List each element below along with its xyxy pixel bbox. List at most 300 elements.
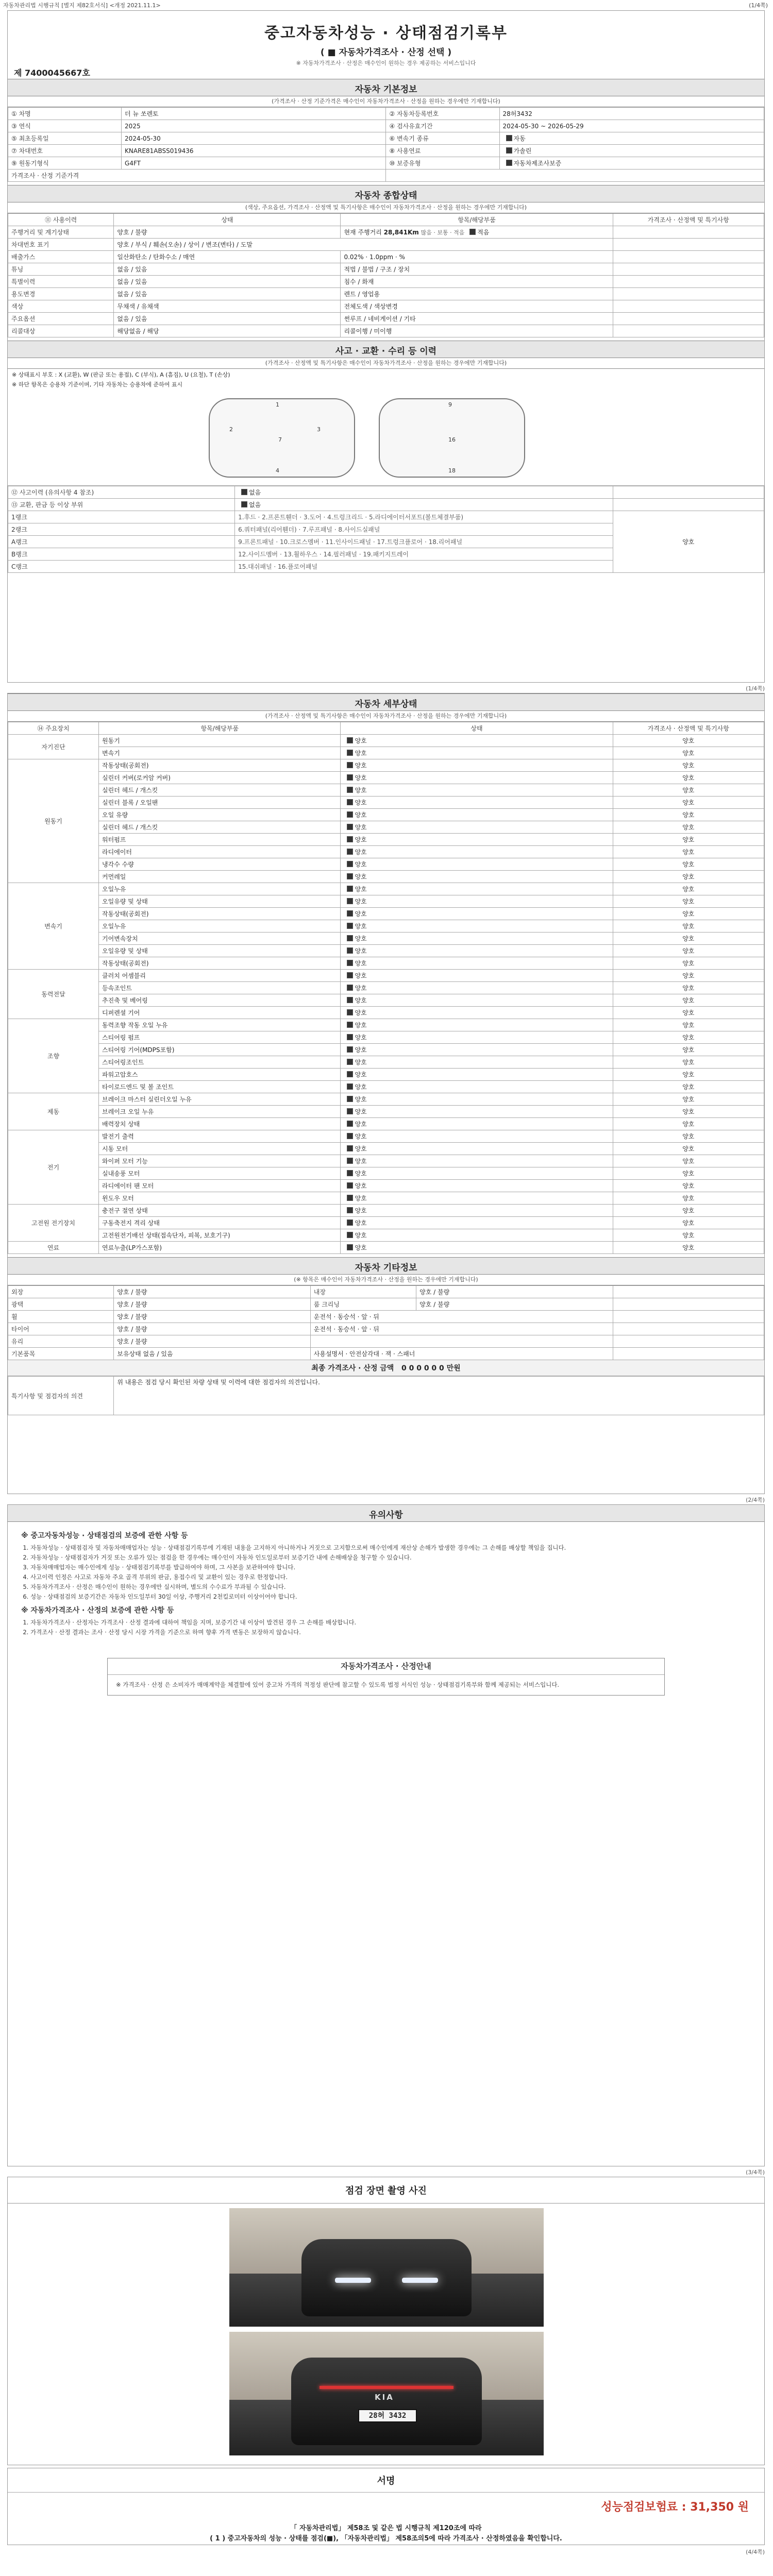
table-row	[8, 784, 764, 796]
mileage-label: 현재 주행거리	[344, 229, 382, 236]
device-status	[341, 1180, 613, 1192]
checkbox-icon	[469, 229, 476, 235]
frame-rank: 2랭크	[8, 523, 235, 536]
device-result: 양호	[613, 933, 764, 945]
device-status	[341, 1069, 613, 1081]
basic-value: 2025	[122, 120, 386, 132]
status-text: 양호	[355, 1170, 367, 1177]
status-text: 양호	[355, 898, 367, 905]
table-row	[8, 325, 764, 337]
device-status	[341, 945, 613, 957]
table-row	[8, 982, 764, 994]
row-status: 없음 / 있음	[114, 276, 341, 288]
basic-label: 가격조사 · 산정 기준가격	[8, 170, 386, 182]
status-text: 양호	[355, 774, 367, 782]
column-header: 상태	[341, 722, 613, 735]
other-result	[613, 1323, 764, 1335]
device-status	[341, 1130, 613, 1143]
frame-parts: 9.프론트패널 · 10.크로스멤버 · 11.인사이드패널 · 17.트렁크플로어 · 18.리어패널	[235, 536, 613, 548]
status-text: 양호	[355, 836, 367, 843]
device-item: 고전원전기배선 상태(접속단자, 피복, 보호기구)	[99, 1229, 341, 1242]
other-status: 양호 / 불량	[114, 1286, 310, 1298]
row-status: 없음 / 있음	[114, 288, 341, 300]
status-text: 양호	[355, 873, 367, 880]
checkbox-icon	[347, 1121, 353, 1127]
row-detail: 0.02% · 1.0ppm · %	[341, 251, 613, 263]
table-row	[8, 1348, 764, 1360]
table-row	[8, 276, 764, 288]
table-row	[8, 1081, 764, 1093]
device-result: 양호	[613, 1056, 764, 1069]
checkbox-icon	[347, 923, 353, 929]
device-status	[341, 1155, 613, 1167]
table-row	[8, 108, 764, 120]
table-row	[8, 1093, 764, 1106]
device-result: 양호	[613, 895, 764, 908]
device-group: 자기진단	[8, 735, 99, 759]
device-result: 양호	[613, 1044, 764, 1056]
status-text: 양호	[355, 1046, 367, 1054]
device-item: 오일유량 및 상태	[99, 945, 341, 957]
table-row	[8, 796, 764, 809]
panel-number: 4	[276, 467, 279, 474]
device-item: 실린더 블록 / 오일팬	[99, 796, 341, 809]
basic-value: 2024-05-30 ~ 2026-05-29	[499, 120, 764, 132]
table-row	[8, 1298, 764, 1311]
row-status: 없음 / 있음	[114, 313, 341, 325]
panel-number: 1	[276, 401, 279, 408]
device-group: 조향	[8, 1019, 99, 1093]
table-row	[8, 933, 764, 945]
row-result	[613, 251, 764, 263]
section-other-note: (※ 항목은 매수인이 자동차가격조사 · 산정을 원하는 경우에만 기재합니다)	[8, 1275, 764, 1285]
status-text: 양호	[355, 737, 367, 744]
column-header: 항목/해당부품	[99, 722, 341, 735]
special-label: 특기사항 및 점검자의 의견	[8, 1377, 114, 1415]
device-item: 스티어링 기어(MDPS포함)	[99, 1044, 341, 1056]
checkbox-icon	[347, 1244, 353, 1250]
table-row	[8, 1180, 764, 1192]
other-label: 룸 크리닝	[310, 1298, 416, 1311]
other-label: 기본품목	[8, 1348, 114, 1360]
checkbox-icon	[347, 1145, 353, 1151]
table-row	[8, 157, 764, 170]
table-row	[8, 1377, 764, 1415]
table-row	[8, 486, 764, 499]
tail-light	[320, 2386, 453, 2389]
section-detail-title: 자동차 세부상태	[8, 693, 764, 711]
special-opinion: 위 내용은 점검 당시 확인된 차량 상태 및 이력에 대한 점검자의 의견입니다.	[114, 1377, 764, 1415]
device-status	[341, 1106, 613, 1118]
column-header: ⑭ 주요장치	[8, 722, 99, 735]
device-status	[341, 895, 613, 908]
table-row	[8, 871, 764, 883]
device-result: 양호	[613, 945, 764, 957]
row-result	[613, 226, 764, 239]
status-text: 양호	[355, 1232, 367, 1239]
row-result	[613, 263, 764, 276]
other-result	[613, 1348, 764, 1360]
status-text: 양호	[355, 1022, 367, 1029]
list-item: 4. 사고이력 인정은 사고로 자동차 주요 골격 부위의 판금, 용접수리 및 교환이 있는 경우로 한정합니다.	[30, 1572, 751, 1582]
row-label: 용도변경	[8, 288, 114, 300]
page-number: (1/4쪽)	[746, 685, 765, 692]
device-result: 양호	[613, 1180, 764, 1192]
row-status: 해당없음 / 해당	[114, 325, 341, 337]
list-item: 1. 자동차성능 · 상태점검자 및 자동차매매업자는 성능 · 상태점검기록부에 기재된 내용을 고지하지 아니하거나 거짓으로 고지함으로써 매수인에게 재산상 손해가 발생한 경우에는 그 손해를 배상할 책임을 집니다.	[30, 1543, 751, 1553]
device-item: 스티어링조인트	[99, 1056, 341, 1069]
device-group: 연료	[8, 1242, 99, 1254]
table-row	[8, 1229, 764, 1242]
table-row	[8, 1056, 764, 1069]
table-row	[8, 132, 764, 145]
table-row	[8, 858, 764, 871]
section-detail-note: (가격조사 · 산정액 및 특기사항은 매수인이 자동차가격조사 · 산정을 원하는 경우에만 기재합니다)	[8, 711, 764, 722]
section-general-note: (색상, 주요옵션, 가격조사 · 산정액 및 특기사항은 매수인이 자동차가격조사 · 산정을 원하는 경우에만 기재합니다)	[8, 202, 764, 213]
row-label: 튜닝	[8, 263, 114, 276]
checkbox-icon	[347, 824, 353, 830]
device-item: 디퍼렌셜 기어	[99, 1007, 341, 1019]
device-item: 오일유량 및 상태	[99, 895, 341, 908]
panel-number: 16	[448, 436, 456, 443]
checkbox-icon	[347, 750, 353, 756]
basic-label: ⑦ 차대번호	[8, 145, 122, 157]
checkbox-icon	[347, 762, 353, 768]
checkbox-icon	[347, 910, 353, 917]
table-row	[8, 809, 764, 821]
status-text: 양호	[355, 923, 367, 930]
status-text: 양호	[355, 1096, 367, 1103]
column-header: ⑪ 사용이력	[8, 214, 114, 226]
device-result: 양호	[613, 747, 764, 759]
mileage-value: 28,841Km	[383, 229, 419, 236]
device-group: 변속기	[8, 883, 99, 970]
table-row	[8, 957, 764, 970]
device-status	[341, 1242, 613, 1254]
checkbox-icon	[347, 1009, 353, 1015]
device-result: 양호	[613, 809, 764, 821]
table-row	[8, 1019, 764, 1031]
checkbox-icon	[347, 1022, 353, 1028]
status-text: 양호	[355, 1108, 367, 1115]
basic-label: ⑩ 보증유형	[386, 157, 499, 170]
device-group: 제동	[8, 1093, 99, 1130]
row-result	[613, 325, 764, 337]
basic-label: ④ 검사유효기간	[386, 120, 499, 132]
device-result: 양호	[613, 1081, 764, 1093]
rear-photo	[229, 2332, 544, 2455]
list-item: 6. 성능 · 상태점검의 보증기간은 자동차 인도일부터 30일 이상, 주행거리 2천킬로미터 이상이어야 합니다.	[30, 1592, 751, 1602]
table-row	[8, 226, 764, 239]
basic-label: ⑥ 변속기 종류	[386, 132, 499, 145]
checkbox-icon	[347, 1195, 353, 1201]
table-row	[8, 251, 764, 263]
table-row	[8, 499, 764, 511]
device-item: 등속조인트	[99, 982, 341, 994]
device-result: 양호	[613, 858, 764, 871]
basic-label: ① 차명	[8, 108, 122, 120]
other-label: 내장	[310, 1286, 416, 1298]
table-row	[8, 908, 764, 920]
checkbox-icon	[347, 873, 353, 879]
form-reference: 자동차관리법 시행규칙 [별지 제82호서식] <개정 2021.11.1>	[3, 2, 161, 9]
device-item: 발전기 출력	[99, 1130, 341, 1143]
basic-value	[499, 132, 764, 145]
status-text: 양호	[355, 1133, 367, 1140]
table-row	[8, 1192, 764, 1205]
table-row	[8, 120, 764, 132]
device-status	[341, 1217, 613, 1229]
device-status	[341, 982, 613, 994]
total-label: 최종 가격조사 · 산정 금액	[311, 1364, 394, 1372]
device-result: 양호	[613, 1242, 764, 1254]
other-label: 휠	[8, 1311, 114, 1323]
device-status	[341, 994, 613, 1007]
status-text: 양호	[355, 1182, 367, 1190]
status-text: 양호	[355, 811, 367, 819]
status-text: 양호	[355, 1059, 367, 1066]
device-result: 양호	[613, 908, 764, 920]
table-row	[8, 834, 764, 846]
table-row	[8, 1335, 764, 1348]
panel-number: 7	[278, 436, 282, 443]
device-status	[341, 759, 613, 772]
legal-line-2: ( 1 ) 중고자동차의 성능 · 상태를 점검(■), 「자동차관리법」 제58조의5에 따라 가격조사 · 산정하였음을 확인합니다.	[210, 2535, 562, 2543]
table-row	[8, 1044, 764, 1056]
device-status	[341, 846, 613, 858]
section-other-title: 자동차 기타정보	[8, 1257, 764, 1275]
frame-rank: B랭크	[8, 548, 235, 561]
device-group: 원동기	[8, 759, 99, 883]
checkbox-icon	[241, 501, 247, 507]
status-text: 양호	[355, 787, 367, 794]
price-guide-text: ※ 가격조사 · 산정 은 소비자가 매매계약을 체결함에 있어 중고차 가격의 적정성 판단에 참고할 수 있도록 법정 서식인 성능 · 상태점검기록부와 함께 제공되는 서비스입니다.	[116, 1681, 560, 1688]
row-label: ⑫ 사고이력 (유의사항 4 참조)	[8, 486, 235, 499]
device-status	[341, 1143, 613, 1155]
table-row	[8, 994, 764, 1007]
frame-parts: 15.대쉬패널 · 16.플로어패널	[235, 561, 613, 573]
row-label: ⑬ 교환, 판금 등 이상 부위	[8, 499, 235, 511]
basic-value: 28허3432	[499, 108, 764, 120]
device-item: 파워고압호스	[99, 1069, 341, 1081]
basic-info-table	[8, 107, 764, 182]
row-label: 색상	[8, 300, 114, 313]
device-item: 실린더 헤드 / 개스킷	[99, 784, 341, 796]
list-item: 5. 자동차가격조사 · 산정은 매수인이 원하는 경우에만 실시하며, 별도의 수수료가 부과될 수 있습니다.	[30, 1582, 751, 1592]
panel-number: 2	[229, 426, 233, 433]
device-status	[341, 735, 613, 747]
other-position: 운전석 · 동승석 · 앞 · 뒤	[310, 1311, 613, 1323]
basic-label: ② 자동차등록번호	[386, 108, 499, 120]
device-result: 양호	[613, 1217, 764, 1229]
panel-number: 9	[448, 401, 452, 408]
device-item: 실린더 헤드 / 개스킷	[99, 821, 341, 834]
row-status: 양호 / 불량	[114, 226, 341, 239]
device-item: 윈도우 모터	[99, 1192, 341, 1205]
other-table	[8, 1285, 764, 1360]
checkbox-icon	[347, 947, 353, 954]
device-result: 양호	[613, 1130, 764, 1143]
other-result	[613, 1335, 764, 1348]
device-status	[341, 1044, 613, 1056]
row-label: 배출가스	[8, 251, 114, 263]
caution-subheading: ※ 중고자동차성능 · 상태점검의 보증에 관한 사항 등	[21, 1532, 188, 1540]
device-item: 스티어링 펌프	[99, 1031, 341, 1044]
license-plate: 28허 3432	[358, 2409, 417, 2422]
status-text: 양호	[355, 960, 367, 967]
other-status: 양호 / 불량	[114, 1335, 310, 1348]
checkbox-icon	[347, 960, 353, 966]
panel-number: 18	[448, 467, 456, 474]
device-status	[341, 772, 613, 784]
page-number: (2/4쪽)	[746, 1497, 765, 1503]
frame-parts: 12.사이드멤버 · 13.휠하우스 · 14.필러패널 · 19.패키지트레이	[235, 548, 613, 561]
device-result: 양호	[613, 1118, 764, 1130]
other-result	[613, 1286, 764, 1298]
status-text: 양호	[355, 985, 367, 992]
other-label: 외장	[8, 1286, 114, 1298]
device-status	[341, 970, 613, 982]
panel-number: 3	[317, 426, 321, 433]
page-1	[7, 10, 765, 683]
column-header: 가격조사 · 산정액 및 특기사항	[613, 722, 764, 735]
frame-rank: 1랭크	[8, 511, 235, 523]
row-status: 무채색 / 유채색	[114, 300, 341, 313]
device-result: 양호	[613, 1155, 764, 1167]
table-header-row	[8, 722, 764, 735]
checkbox-icon	[347, 787, 353, 793]
other-label: 광택	[8, 1298, 114, 1311]
page-4	[7, 2177, 765, 2465]
section-accident-title: 사고 · 교환 · 수리 등 이력	[8, 341, 764, 358]
device-status	[341, 747, 613, 759]
status-text: 양호	[355, 849, 367, 856]
row-status	[235, 486, 613, 499]
row-result	[613, 239, 764, 251]
basic-value	[386, 170, 764, 182]
car-diagram	[8, 390, 764, 486]
photo-title: 점검 장면 촬영 사진	[8, 2177, 764, 2204]
row-status: 일산화탄소 / 탄화수소 / 매연	[114, 251, 341, 263]
table-row	[8, 747, 764, 759]
table-row	[8, 1069, 764, 1081]
other-status: 양호 / 불량	[114, 1323, 310, 1335]
device-item: 작동상태(공회전)	[99, 957, 341, 970]
detail-table	[8, 722, 764, 1254]
device-result: 양호	[613, 784, 764, 796]
checkbox-icon	[347, 1034, 353, 1040]
status-text: 양호	[355, 1207, 367, 1214]
document-subtitle: ( ■ 자동차가격조사 · 산정 선택 )	[320, 47, 452, 58]
table-row	[8, 1167, 764, 1180]
insurance-fee: 성능점검보험료 : 31,350 원	[601, 2501, 749, 2514]
page-3	[7, 1504, 765, 2166]
table-row	[8, 313, 764, 325]
status-text: 양호	[355, 799, 367, 806]
table-row	[8, 1031, 764, 1044]
checkbox-icon	[347, 985, 353, 991]
special-table	[8, 1376, 764, 1415]
row-result	[613, 300, 764, 313]
basic-label: ⑨ 원동기형식	[8, 157, 122, 170]
mileage-judge: 적음	[477, 229, 490, 236]
table-row	[8, 1143, 764, 1155]
device-item: 라디에이터	[99, 846, 341, 858]
device-status	[341, 821, 613, 834]
device-status	[341, 1007, 613, 1019]
device-result: 양호	[613, 759, 764, 772]
status-text: 양호	[355, 972, 367, 979]
brand-logo: KIA	[375, 2393, 394, 2402]
signature-section	[7, 2468, 765, 2545]
device-item: 충전구 절연 상태	[99, 1205, 341, 1217]
device-status	[341, 796, 613, 809]
other-status: 양호 / 불량	[416, 1286, 613, 1298]
list-item: 2. 자동차성능 · 상태점검자가 거짓 또는 오류가 있는 점검을 한 경우에는 매수인이 자동차 인도일로부터 보증기간 내에 손해배상을 청구할 수 있습니다.	[30, 1553, 751, 1563]
device-status	[341, 920, 613, 933]
price-guide-box	[107, 1658, 665, 1696]
status-text: 양호	[355, 1158, 367, 1165]
basic-label: ⑤ 최초등록일	[8, 132, 122, 145]
table-row	[8, 1311, 764, 1323]
accident-value: 없음	[249, 489, 261, 496]
device-item: 브레이크 마스터 실린더오일 누유	[99, 1093, 341, 1106]
row-detail: 침수 / 화재	[341, 276, 613, 288]
basic-value: G4FT	[122, 157, 386, 170]
headlight-right	[402, 2278, 438, 2283]
table-row	[8, 1130, 764, 1143]
page-number: (4/4쪽)	[746, 2549, 765, 2555]
device-status	[341, 1192, 613, 1205]
device-status	[341, 1031, 613, 1044]
row-result	[613, 313, 764, 325]
price-guide-title: 자동차가격조사 · 산정안내	[108, 1658, 664, 1675]
device-group: 고전원 전기장치	[8, 1205, 99, 1242]
checkbox-icon	[347, 1108, 353, 1114]
device-status	[341, 784, 613, 796]
column-header: 상태	[114, 214, 341, 226]
device-item: 실내송풍 모터	[99, 1167, 341, 1180]
table-row	[8, 1106, 764, 1118]
basic-value	[499, 157, 764, 170]
checkbox-icon	[347, 1170, 353, 1176]
device-result: 양호	[613, 1205, 764, 1217]
caution-body	[8, 1522, 764, 1701]
row-detail: 렌트 / 영업용	[341, 288, 613, 300]
status-text: 양호	[355, 1083, 367, 1091]
device-item: 작동상태(공회전)	[99, 908, 341, 920]
device-result: 양호	[613, 920, 764, 933]
device-item: 배력장치 상태	[99, 1118, 341, 1130]
row-label: 차대번호 표기	[8, 239, 114, 251]
device-result: 양호	[613, 821, 764, 834]
table-row	[8, 920, 764, 933]
row-detail: 적법 / 불법 / 구조 / 장치	[341, 263, 613, 276]
device-item: 냉각수 수량	[99, 858, 341, 871]
checkbox-icon	[347, 1182, 353, 1189]
table-row	[8, 1286, 764, 1298]
list-item: 1. 자동차가격조사 · 산정자는 가격조사 · 산정 결과에 대하여 책임을 지며, 보증기간 내 이상이 발견된 경우 그 손해를 배상합니다.	[30, 1618, 751, 1628]
device-status	[341, 1118, 613, 1130]
device-result: 양호	[613, 772, 764, 784]
table-row	[8, 1007, 764, 1019]
basic-value: 더 뉴 쏘렌토	[122, 108, 386, 120]
device-result: 양호	[613, 1192, 764, 1205]
checkbox-icon	[347, 1071, 353, 1077]
page-2	[7, 693, 765, 1494]
table-row	[8, 970, 764, 982]
checkbox-icon	[506, 160, 512, 166]
